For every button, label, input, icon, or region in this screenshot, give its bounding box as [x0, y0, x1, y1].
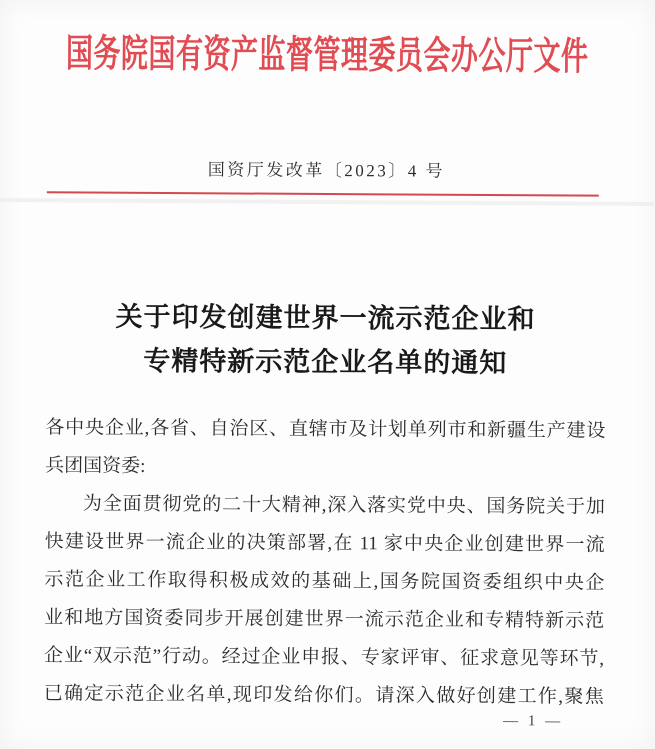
- red-divider-line: [47, 191, 599, 196]
- document-reference-number: 国资厅发改革〔2023〕4 号: [207, 160, 446, 181]
- paragraph-line-6: 已确定示范企业名单,现印发给你们。请深入做好创建工作,聚焦: [43, 683, 604, 708]
- letterhead-title: 国务院国有资产监督管理委员会办公厅文件: [65, 32, 589, 78]
- paragraph-line-1: 为全面贯彻党的二十大精神,深入落实党中央、国务院关于加: [82, 493, 605, 518]
- paragraph-line-4: 业和地方国资委同步开展创建世界一流示范企业和专精特新示范: [44, 607, 605, 632]
- document-body: [44, 409, 606, 716]
- addressee-line-2: 兵团国资委:: [45, 455, 146, 477]
- document-title-line-2: 专精特新示范企业名单的通知: [143, 345, 508, 379]
- paragraph-line-3: 示范企业工作取得积极成效的基础上,国务院国资委组织中央企: [44, 569, 605, 594]
- scan-artifact-streak: [0, 198, 654, 206]
- paragraph-line-5: 企业“双示范”行动。经过企业申报、专家评审、征求意见等环节,: [43, 645, 605, 670]
- document-title-line-1: 关于印发创建世界一流示范企业和: [115, 301, 536, 335]
- addressee-line-1: 各中央企业,各省、自治区、直辖市及计划单列市和新疆生产建设: [45, 417, 606, 442]
- page-number: — 1 —: [503, 713, 564, 730]
- document-title: [0, 294, 653, 386]
- paragraph-line-2: 快建设世界一流企业的决策部署,在 11 家中央企业创建世界一流: [44, 531, 605, 556]
